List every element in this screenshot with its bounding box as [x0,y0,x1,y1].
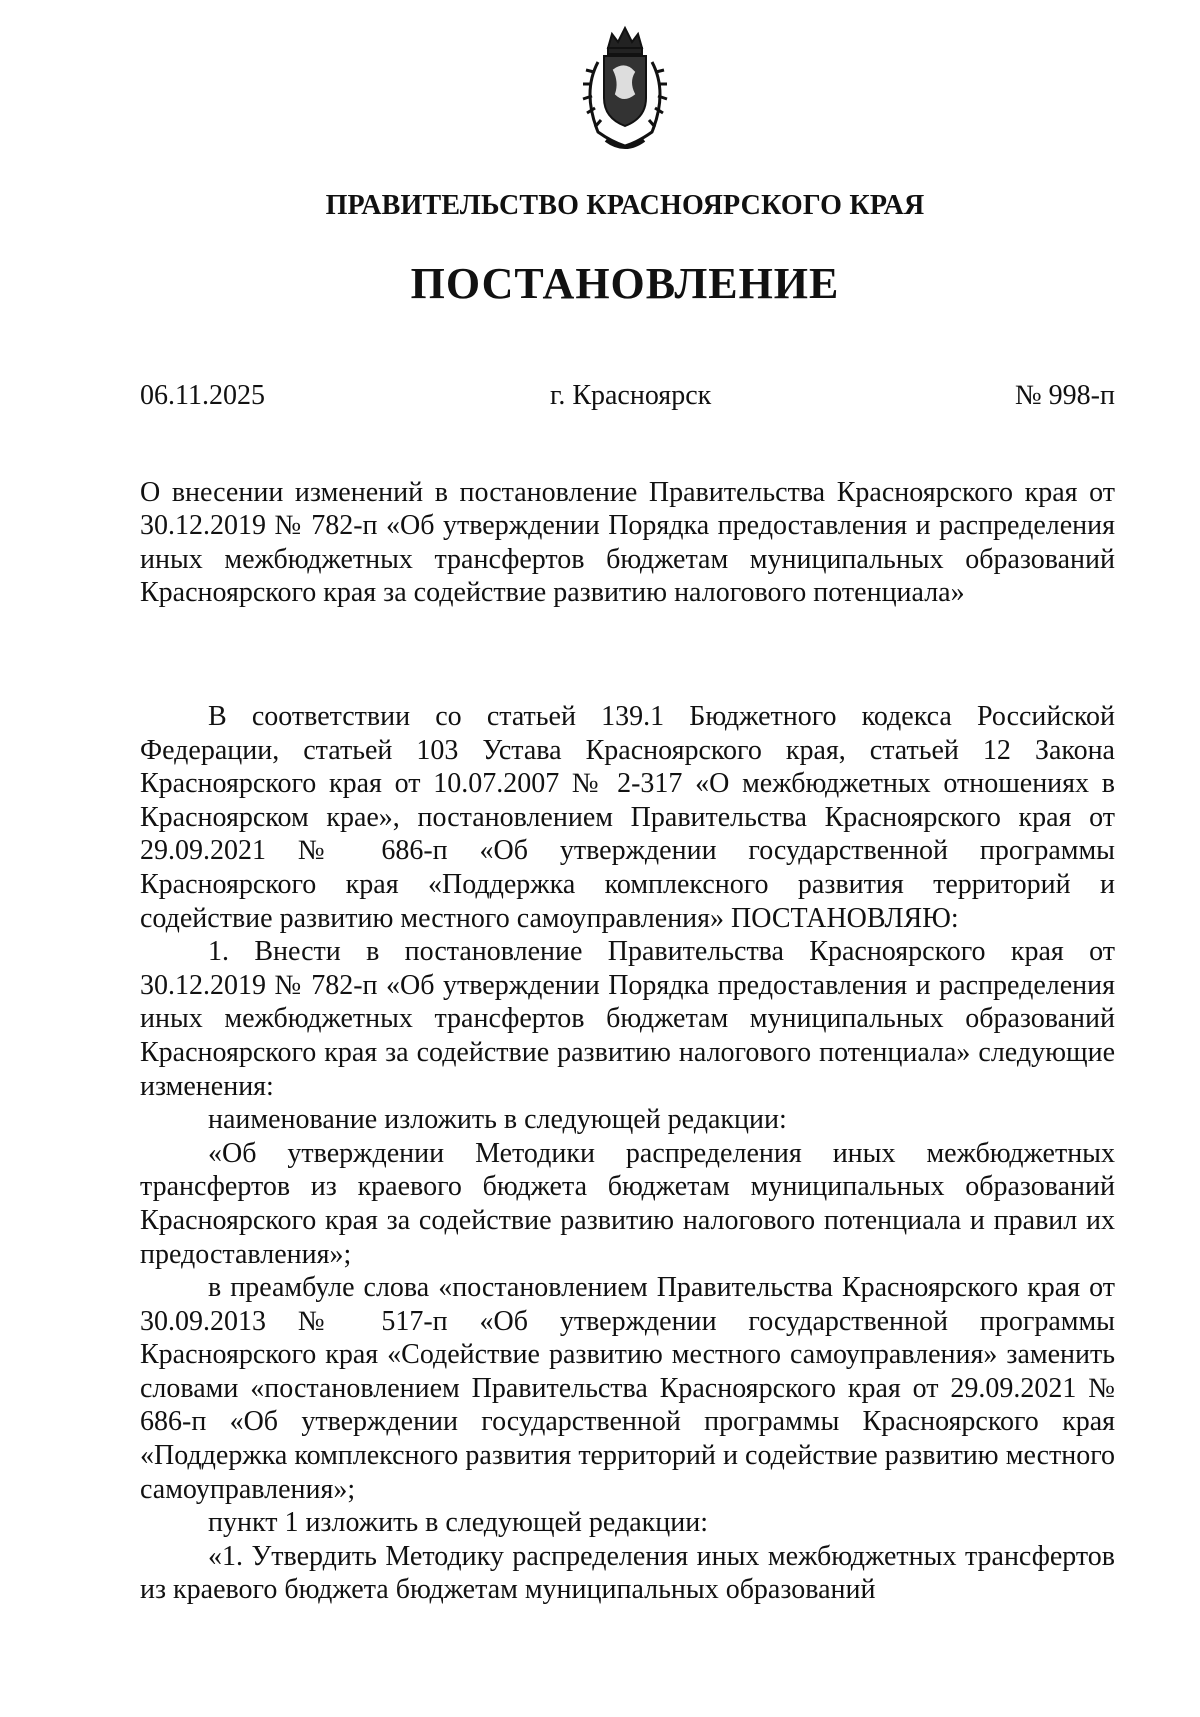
organization-title: ПРАВИТЕЛЬСТВО КРАСНОЯРСКОГО КРАЯ [325,190,925,221]
body-paragraph: 1. Внести в постановление Правительства Красноярского края от 30.12.2019 № 782-п «Об утверждении Порядка предоставления и распределения иных межбюджетных трансфертов бюджетам муниципальных образований Красноярского края за содействие развитию налогового потенциала» следующие изменения: [140,936,1115,1102]
body-paragraph: В соответствии со статьей 139.1 Бюджетного кодекса Российской Федерации, статьей 103 Устава Красноярского края, статьей 12 Закона Красноярского края от 10.07.2007 № 2-317 «О межбюджетных отношениях в Красноярском крае», постановлением Правительства Красноярского края от 29.09.2021 № 686-п «Об утверждении государственной программы Красноярского края «Поддержка комплексного развития территорий и содействие развитию местного самоуправления» ПОСТАНОВЛЯЮ: [140,701,1115,934]
document-number: № 998-п [1014,380,1115,411]
body-paragraph: в преамбуле слова «постановлением Правительства Красноярского края от 30.09.2013 № 517-п «Об утверждении государственной программы Красноярского края «Содействие развитию местного самоуправления» заменить словами «постановлением Правительства Красноярского края от 29.09.2021 № 686-п «Об утверждении государственной программы Красноярского края «Поддержка комплексного развития территорий и содействие развитию местного самоуправления»; [140,1272,1115,1505]
body-paragraph: пункт 1 изложить в следующей редакции: [208,1507,708,1539]
document-meta-row [140,380,1115,420]
document-date: 06.11.2025 [140,380,265,411]
document-subject: О внесении изменений в постановление Правительства Красноярского края от 30.12.2019 № 782-п «Об утверждении Порядка предоставления и распределения иных межбюджетных трансфертов бюджетам муниципальных образований Красноярского края за содействие развитию налогового потенциала» [140,477,1115,609]
coat-of-arms-icon [568,22,682,154]
body-paragraph: «1. Утвердить Методику распределения иных межбюджетных трансфертов из краевого бюджета бюджетам муниципальных образований [140,1540,1115,1606]
document-body [140,700,1115,1607]
body-paragraph: «Об утверждении Методики распределения иных межбюджетных трансфертов из краевого бюджета бюджетам муниципальных образований Красноярского края за содействие развитию налогового потенциала и правил их предоставления»; [140,1137,1115,1270]
document-type-heading: ПОСТАНОВЛЕНИЕ [410,259,840,308]
document-city: г. Красноярск [550,380,712,411]
body-paragraph: наименование изложить в следующей редакции: [208,1104,787,1136]
